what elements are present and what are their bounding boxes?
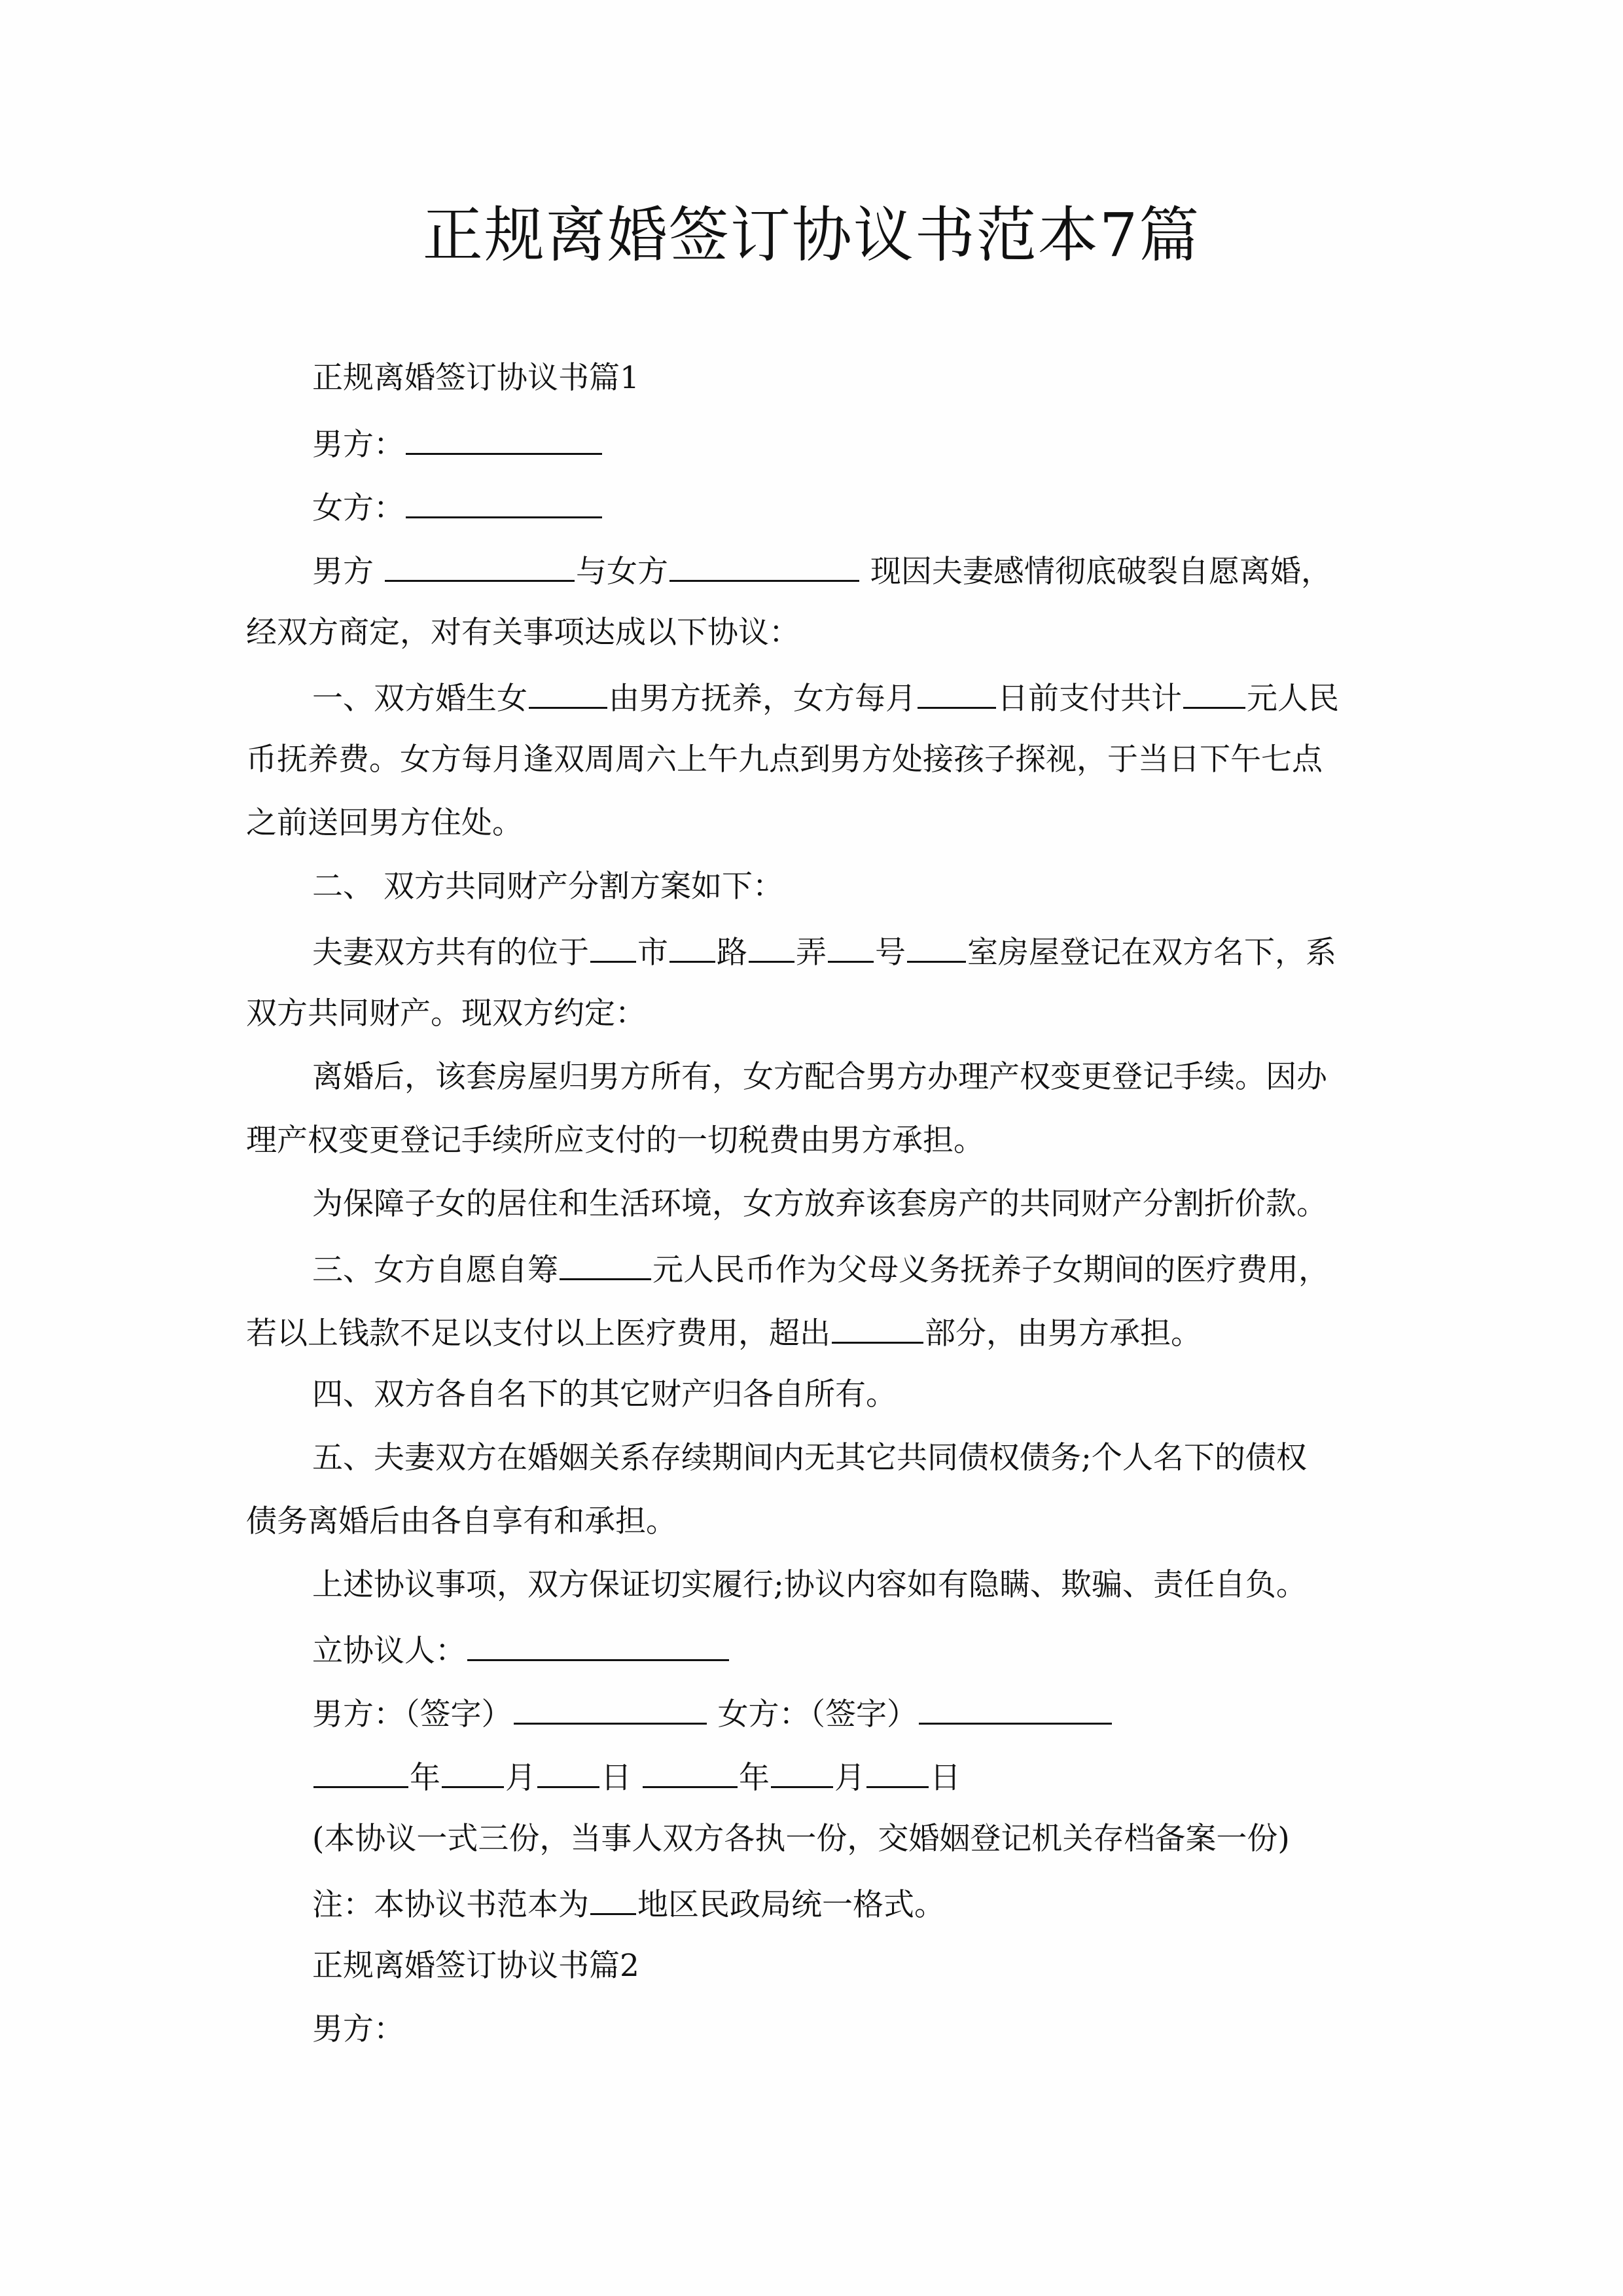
- section1-heading: 正规离婚签订协议书篇1: [312, 360, 639, 396]
- intro-text-c: 现因夫妻感情彻底破裂自愿离婚，: [870, 554, 1332, 590]
- day-blank[interactable]: [918, 677, 996, 709]
- copies-note: (本协议一式三份，当事人双方各执一份，交婚姻登记机关存档备案一份): [312, 1821, 1290, 1857]
- property-text-c: 路: [717, 935, 747, 971]
- signer-blank[interactable]: [467, 1629, 729, 1661]
- item1-text-d: 元人民: [1247, 681, 1339, 717]
- property-text-e: 号: [875, 935, 906, 971]
- property-text-b: 市: [637, 935, 668, 971]
- room-blank[interactable]: [907, 931, 966, 963]
- female-signature-blank[interactable]: [919, 1693, 1112, 1725]
- property-text-f: 室房屋登记在双方名下，系: [967, 935, 1336, 971]
- male-label: 男方：: [312, 427, 404, 463]
- day-label: 日: [601, 1760, 632, 1796]
- item1-line-2: 币抚养费。女方每月逢双周周六上午九点到男方处接孩子探视，于当日下午七点: [246, 742, 1323, 778]
- male-blank[interactable]: [385, 550, 575, 582]
- female-day-blank[interactable]: [866, 1756, 929, 1788]
- item2-heading: 二、 双方共同财产分割方案如下：: [312, 869, 783, 905]
- date-line: [312, 1756, 961, 1798]
- male-month-blank[interactable]: [442, 1756, 504, 1788]
- road-blank[interactable]: [669, 931, 715, 963]
- section2-heading: 正规离婚签订协议书篇2: [312, 1948, 639, 1984]
- item1-text-a: 一、双方婚生女: [312, 681, 527, 717]
- excess-blank[interactable]: [832, 1312, 923, 1344]
- note-text-b: 地区民政局统一格式。: [637, 1887, 945, 1923]
- item3-text-c: 若以上钱款不足以支付以上医疗费用，超出: [246, 1316, 830, 1352]
- female-year-blank[interactable]: [643, 1756, 738, 1788]
- month-label: 月: [834, 1760, 865, 1796]
- lane-blank[interactable]: [749, 931, 794, 963]
- item3-text-a: 三、女方自愿自筹: [312, 1252, 558, 1288]
- intro-text-b: 与女方: [575, 554, 668, 590]
- year-label: 年: [410, 1760, 440, 1796]
- female-party-line: [312, 486, 603, 528]
- item3-line-2: [246, 1312, 1202, 1354]
- item1-line-1: [312, 677, 1339, 719]
- month-label: 月: [505, 1760, 536, 1796]
- male-sign-label: 男方：（签字）: [312, 1696, 512, 1732]
- item4-line: 四、双方各自名下的其它财产归各自所有。: [312, 1376, 897, 1412]
- signer-line: [312, 1629, 730, 1671]
- male-year-blank[interactable]: [313, 1756, 408, 1788]
- female-month-blank[interactable]: [771, 1756, 833, 1788]
- document-title: 正规离婚签订协议书范本7篇: [422, 200, 1201, 270]
- property-line-2: 双方共同财产。现双方约定：: [246, 996, 646, 1031]
- guarantee-line: 上述协议事项，双方保证切实履行;协议内容如有隐瞒、欺骗、责任自负。: [312, 1567, 1307, 1603]
- item1-text-c: 日前支付共计: [997, 681, 1182, 717]
- day-label: 日: [929, 1760, 961, 1796]
- note-text-a: 注：本协议书范本为: [312, 1887, 589, 1923]
- property-text-a: 夫妻双方共有的位于: [312, 935, 589, 971]
- intro-text-a: 男方: [312, 554, 374, 590]
- property-line-1: [312, 931, 1336, 973]
- female-blank[interactable]: [669, 550, 859, 582]
- item1-line-3: 之前送回男方住处。: [246, 805, 523, 841]
- male-day-blank[interactable]: [537, 1756, 599, 1788]
- format-note: [312, 1883, 945, 1925]
- number-blank[interactable]: [828, 931, 874, 963]
- child-blank[interactable]: [529, 677, 607, 709]
- male-party-line: [312, 423, 603, 465]
- section2-male-label: 男方：: [312, 2011, 404, 2047]
- male-name-blank[interactable]: [406, 423, 602, 455]
- property-text-d: 弄: [796, 935, 827, 971]
- female-label: 女方：: [312, 490, 404, 526]
- city-blank[interactable]: [590, 931, 636, 963]
- signature-line: [312, 1693, 1113, 1734]
- waiver-line: 为保障子女的居住和生活环境，女方放弃该套房产的共同财产分割折价款。: [312, 1186, 1327, 1222]
- amount-blank[interactable]: [1183, 677, 1245, 709]
- medical-amount-blank[interactable]: [560, 1248, 651, 1280]
- intro-line-1: [312, 550, 1332, 592]
- female-name-blank[interactable]: [406, 486, 602, 518]
- region-blank[interactable]: [590, 1883, 636, 1915]
- house-line-1: 离婚后，该套房屋归男方所有，女方配合男方办理产权变更登记手续。因办: [312, 1059, 1327, 1095]
- item1-text-b: 由男方抚养，女方每月: [609, 681, 916, 717]
- year-label: 年: [738, 1760, 770, 1796]
- item3-text-d: 部分，由男方承担。: [925, 1316, 1202, 1352]
- item5-line-1: 五、夫妻双方在婚姻关系存续期间内无其它共同债权债务;个人名下的债权: [312, 1440, 1307, 1476]
- intro-line-2: 经双方商定，对有关事项达成以下协议：: [246, 615, 800, 651]
- female-sign-label: 女方：（签字）: [717, 1696, 918, 1732]
- male-signature-blank[interactable]: [514, 1693, 707, 1725]
- item3-line-1: [312, 1248, 1329, 1290]
- item5-line-2: 债务离婚后由各自享有和承担。: [246, 1503, 677, 1539]
- house-line-2: 理产权变更登记手续所应支付的一切税费由男方承担。: [246, 1122, 984, 1158]
- signer-label: 立协议人：: [312, 1633, 466, 1669]
- item3-text-b: 元人民币作为父母义务抚养子女期间的医疗费用，: [652, 1252, 1329, 1288]
